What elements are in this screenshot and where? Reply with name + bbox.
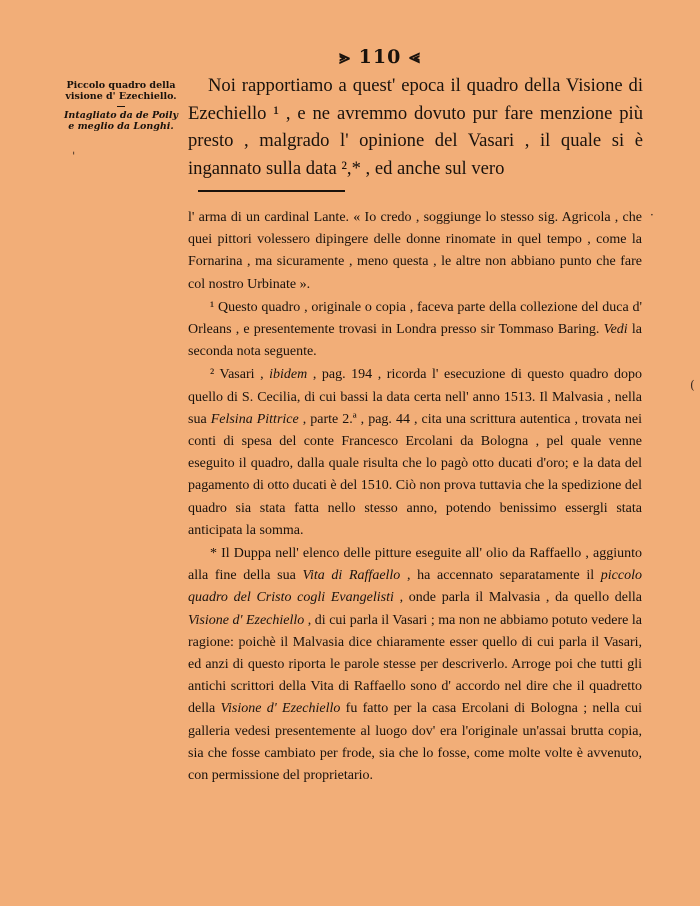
page-number [0, 46, 700, 68]
main-paragraph: Noi rapportiamo a quest' epoca il quadro della Visione di Ezechiello ¹ , e ne avremmo dovuto pur fare menzione più presto , malgrado l' opinione del Vasari , il quale si è ingannato sulla data ²,* , ed anche sul vero [188, 75, 643, 179]
footnote-continuation: l' arma di un cardinal Lante. « Io credo , soggiunge lo stesso sig. Agricola , che quei pittori volessero dipingere delle donne rinomate in quel tempo , come la Fornarina , ma sicuramente , meno questa , le altre non abbiano punto che fare col nostro Urbinate ». [188, 210, 642, 292]
margin-divider [117, 106, 125, 107]
margin-note-engraving: Intagliato da de Poily e meglio da Longhi. [63, 110, 178, 132]
footnotes [188, 207, 642, 788]
edge-mark-right-top: · [650, 208, 654, 222]
edge-mark-left: ˈ [72, 150, 76, 164]
margin-note-title: Piccolo quadro della visione d' Ezechiello. [65, 80, 177, 102]
footnote-rule [198, 190, 345, 192]
footnote-1: ¹ Questo quadro , originale o copia , faceva parte della collezione del duca d' Orleans , e presentemente trovasi in Londra presso sir Tommaso Baring. Vedi la seconda nota seguente. [188, 299, 642, 360]
main-text [188, 72, 643, 182]
page-number-value: 110 [358, 46, 402, 68]
page-number-decor-left: ⪢ [339, 46, 352, 68]
page-number-decor-right: ⪡ [408, 46, 421, 68]
margin-notes [62, 80, 180, 136]
edge-mark-right-mid: ( [690, 378, 695, 392]
footnote-star: * Il Duppa nell' elenco delle pitture eseguite all' olio da Raffaello , aggiunto alla fine della sua Vita di Raffaello , ha accennato separatamente il piccolo quadro del Cristo cogli Evangelisti , onde parla il Malvasia , da quello della Visione d' Ezechiello , di cui parla il Vasari ; ma non ne abbiamo potuto vedere la ragione: poichè il Malvasia dice chiaramente esser quello di cui parla il Vasari, ed anzi di questo riporta le parole stesse per descriverlo. Arroge poi che tutti gli antichi scrittori della Vita di Raffaello sono d' accordo nel dire che il quadretto della Visione d' Ezechiello fu fatto per la casa Ercolani di Bologna ; nella cui galleria vedesi presentemente al luogo dov' era l'originale un'assai brutta copia, sia che fosse cambiato per frode, sia che lo fosse, come molte volte è avvenuto, con permissione del proprietario. [188, 546, 642, 784]
footnote-2: ² Vasari , ibidem , pag. 194 , ricorda l' esecuzione di questo quadro dopo quello di S. Cecilia, di cui bassi la data certa nell' anno 1513. Il Malvasia , nella sua Felsina Pittrice , parte 2.ª , pag. 44 , cita una scrittura autentica , trovata nei conti di spesa del conte Francesco Ercolani da Bologna , pel quale venne eseguito il quadro, dalla quale risulta che lo pagò otto ducati d'oro; e la data del pagamento di otto ducati è del 1510. Ciò non prova tuttavia che la spedizione del quadro sia stata fatta nello stesso anno, potendo benissimo essergli stata anticipata la somma. [188, 367, 642, 538]
